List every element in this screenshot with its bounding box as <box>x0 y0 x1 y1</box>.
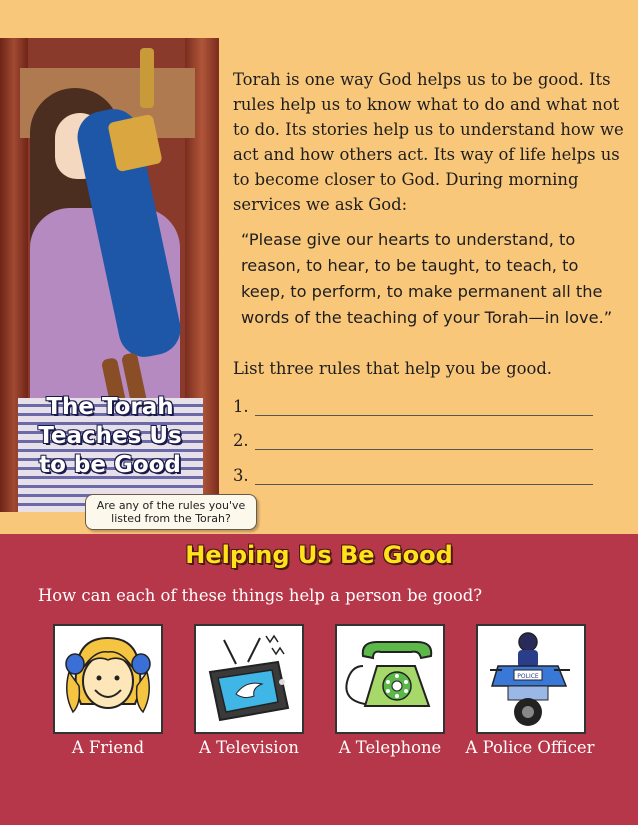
callout-box: Are any of the rules you've listed from the Torah? <box>85 494 257 530</box>
helping-section <box>0 534 638 825</box>
illustration-title <box>20 393 200 480</box>
title-line: to be Good <box>39 452 181 478</box>
answer-blank[interactable] <box>255 398 593 416</box>
telephone-icon <box>337 626 443 732</box>
police-officer-label: A Police Officer <box>465 738 595 757</box>
torah-illustration <box>0 38 219 512</box>
telephone-label: A Telephone <box>338 738 442 757</box>
rules-prompt: List three rules that help you be good. <box>233 359 553 378</box>
torah-crown <box>107 114 162 172</box>
torah-pole <box>140 48 154 108</box>
television-label: A Television <box>199 738 299 757</box>
friend-card <box>53 624 163 734</box>
police-officer-card <box>476 624 586 734</box>
television-card <box>194 624 304 734</box>
prayer-quote: “Please give our hearts to understand, to reason, to hear, to be taught, to teach, to keep, to perform, to make permanent all the words of the teaching of your Torah—in love.” <box>241 230 613 327</box>
television-icon <box>196 626 302 732</box>
friend-label: A Friend <box>71 738 145 757</box>
answer-number: 1. <box>233 397 249 416</box>
answer-line-1[interactable] <box>233 392 593 416</box>
answer-number: 2. <box>233 431 249 450</box>
friend-icon <box>55 626 161 732</box>
telephone-card <box>335 624 445 734</box>
title-line: Teaches Us <box>38 423 182 449</box>
answer-line-3[interactable] <box>233 461 593 485</box>
answer-line-2[interactable] <box>233 426 593 450</box>
section-title: Helping Us Be Good <box>185 541 453 569</box>
section-question: How can each of these things help a person be good? <box>38 586 483 605</box>
answer-blank[interactable] <box>255 432 593 450</box>
title-line: The Torah <box>46 394 174 420</box>
svg-text:POLICE: POLICE <box>517 673 539 680</box>
police-officer-icon <box>478 626 584 732</box>
body-paragraph: Torah is one way God helps us to be good. Its rules help us to know what to do and what not to do. Its stories help us to understand how we act and how others act. Its way of life helps us to become closer to God. During morning services we ask God: <box>233 70 624 214</box>
answer-number: 3. <box>233 466 249 485</box>
answer-blank[interactable] <box>255 467 593 485</box>
